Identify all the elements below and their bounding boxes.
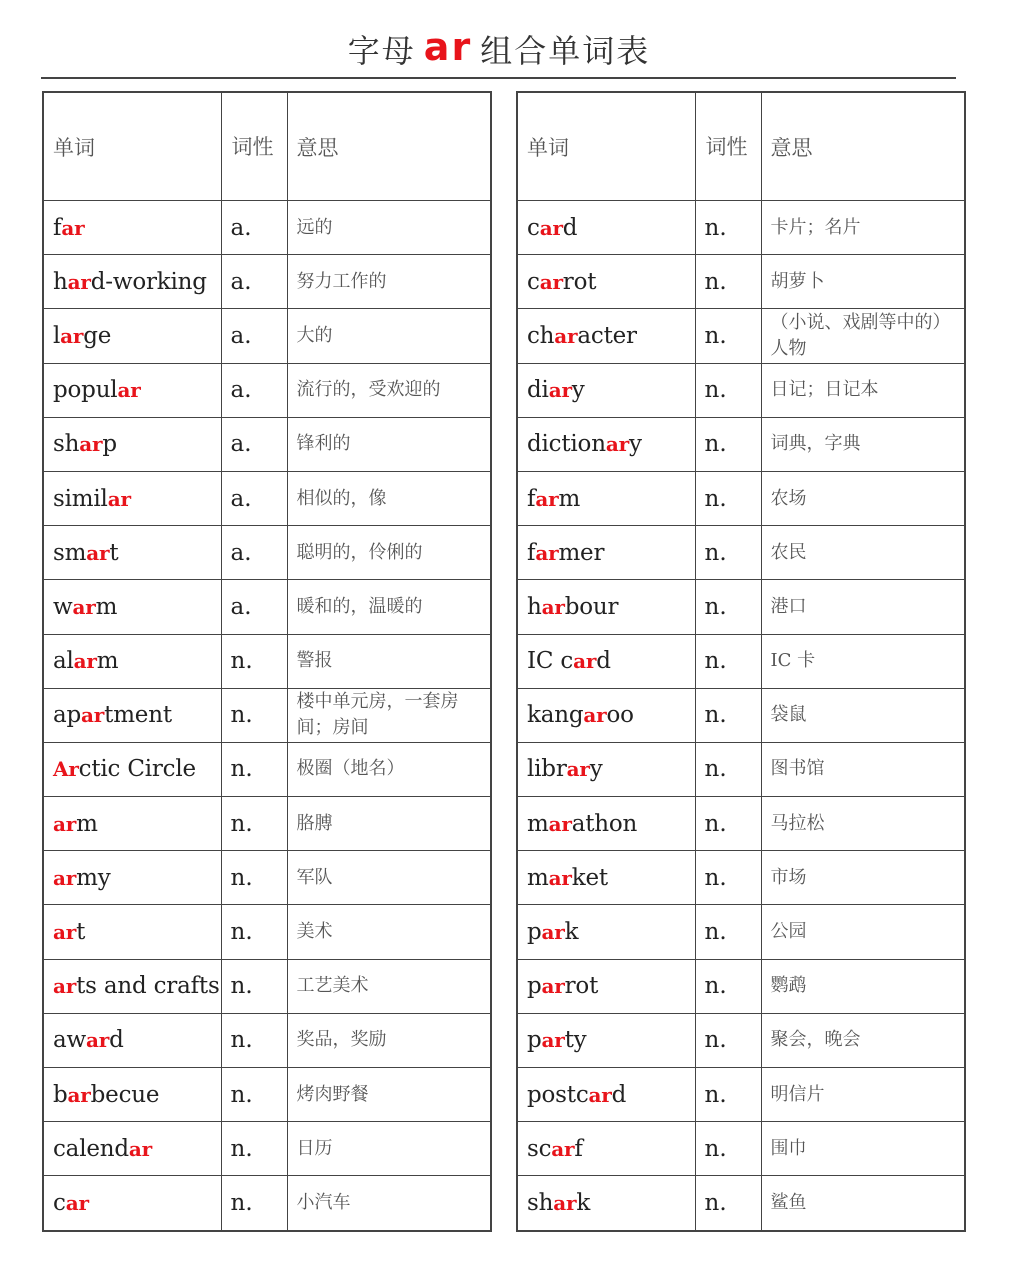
word-suffix: d — [109, 1027, 124, 1054]
word-cell — [43, 797, 221, 851]
meaning-cell: 锋利的 — [287, 417, 491, 471]
ar-highlight: ar — [53, 811, 77, 836]
word-prefix: f — [53, 214, 62, 241]
table-row — [517, 1068, 965, 1122]
pos-cell: n. — [695, 363, 761, 417]
title-suffix: 组合单词表 — [480, 32, 651, 70]
meaning-cell: 市场 — [761, 851, 965, 905]
ar-highlight: ar — [65, 1190, 89, 1215]
meaning-cell: 烤肉野餐 — [287, 1068, 491, 1122]
word-cell — [43, 417, 221, 471]
pos-cell: n. — [695, 309, 761, 363]
meaning-cell: 大的 — [287, 309, 491, 363]
meaning-cell: 日历 — [287, 1122, 491, 1176]
meaning-cell: 警报 — [287, 634, 491, 688]
vocab-table-right — [516, 91, 966, 1232]
meaning-cell: 相似的，像 — [287, 471, 491, 525]
ar-highlight: ar — [554, 323, 578, 348]
pos-cell: n. — [695, 688, 761, 742]
word-cell — [517, 797, 695, 851]
word-cell — [517, 309, 695, 363]
pos-cell: n. — [221, 1122, 287, 1176]
word-cell — [517, 634, 695, 688]
table-row — [43, 959, 491, 1013]
word-cell — [517, 580, 695, 634]
pos-cell: a. — [221, 417, 287, 471]
word-prefix: sh — [527, 1189, 554, 1216]
pos-cell: n. — [221, 797, 287, 851]
word-suffix: d — [611, 1081, 627, 1108]
word-prefix: f — [527, 539, 536, 566]
table-row — [517, 363, 965, 417]
word-suffix: ts and crafts — [76, 973, 220, 1000]
table-row — [43, 688, 491, 742]
word-suffix: tment — [104, 702, 172, 729]
word-prefix: p — [527, 973, 542, 1000]
word-cell — [43, 1122, 221, 1176]
ar-highlight: ar — [73, 649, 97, 674]
pos-cell: n. — [695, 1176, 761, 1231]
meaning-cell: 暖和的，温暖的 — [287, 580, 491, 634]
ar-highlight: ar — [67, 269, 91, 294]
meaning-cell: 美术 — [287, 905, 491, 959]
table-row — [43, 634, 491, 688]
meaning-cell: IC 卡 — [761, 634, 965, 688]
pos-cell: n. — [695, 1013, 761, 1067]
header-word: 单词 — [517, 92, 695, 201]
ar-highlight: Ar — [53, 757, 79, 782]
meaning-cell: （小说、戏剧等中的）人物 — [761, 309, 965, 363]
table-row — [517, 1176, 965, 1231]
word-cell — [43, 526, 221, 580]
meaning-cell: 楼中单元房，一套房间；房间 — [287, 688, 491, 742]
table-row — [517, 201, 965, 255]
pos-cell: a. — [221, 363, 287, 417]
header-meaning: 意思 — [761, 92, 965, 201]
word-suffix: y — [628, 431, 642, 458]
word-prefix: kang — [527, 702, 584, 729]
meaning-cell: 明信片 — [761, 1068, 965, 1122]
word-prefix: al — [53, 648, 74, 675]
word-cell — [43, 580, 221, 634]
table-row — [517, 634, 965, 688]
ar-highlight: ar — [128, 1136, 153, 1161]
word-prefix: ap — [53, 702, 82, 729]
table-row — [517, 742, 965, 796]
word-cell — [517, 742, 695, 796]
ar-highlight: ar — [541, 594, 565, 619]
pos-cell: a. — [221, 580, 287, 634]
meaning-cell: 公园 — [761, 905, 965, 959]
meaning-cell: 农民 — [761, 526, 965, 580]
word-prefix: f — [527, 485, 536, 512]
pos-cell: n. — [221, 634, 287, 688]
word-suffix: rot — [564, 973, 599, 1000]
meaning-cell: 聚会，晚会 — [761, 1013, 965, 1067]
table-header-row — [517, 92, 965, 201]
word-prefix: sm — [53, 539, 87, 566]
word-prefix: h — [53, 268, 68, 295]
table-row — [517, 905, 965, 959]
meaning-cell: 流行的，受欢迎的 — [287, 363, 491, 417]
ar-highlight: ar — [535, 540, 559, 565]
word-suffix: k — [576, 1189, 591, 1216]
word-prefix: l — [53, 322, 61, 349]
table-row — [517, 417, 965, 471]
meaning-cell: 军队 — [287, 851, 491, 905]
meaning-cell: 小汽车 — [287, 1176, 491, 1231]
meaning-cell: 鲨鱼 — [761, 1176, 965, 1231]
meaning-cell: 日记；日记本 — [761, 363, 965, 417]
word-cell — [517, 201, 695, 255]
table-row — [43, 742, 491, 796]
word-prefix: libr — [527, 756, 567, 783]
ar-highlight: ar — [53, 920, 77, 945]
table-row — [517, 255, 965, 309]
pos-cell: n. — [221, 1068, 287, 1122]
pos-cell: n. — [221, 1176, 287, 1231]
meaning-cell: 图书馆 — [761, 742, 965, 796]
ar-highlight: ar — [566, 757, 590, 782]
word-prefix: diction — [527, 431, 606, 458]
word-cell — [517, 363, 695, 417]
meaning-cell: 袋鼠 — [761, 688, 965, 742]
word-prefix: di — [527, 377, 549, 404]
ar-highlight: ar — [548, 865, 572, 890]
word-prefix: b — [53, 1081, 68, 1108]
ar-highlight: ar — [86, 540, 110, 565]
word-cell — [517, 959, 695, 1013]
title-highlight: ar — [423, 25, 473, 69]
word-prefix: postc — [527, 1081, 589, 1108]
table-row — [43, 1013, 491, 1067]
meaning-cell: 词典，字典 — [761, 417, 965, 471]
pos-cell: a. — [221, 526, 287, 580]
word-cell — [43, 255, 221, 309]
ar-highlight: ar — [86, 1028, 110, 1053]
ar-highlight: ar — [539, 269, 563, 294]
table-row — [517, 580, 965, 634]
title-divider — [41, 77, 956, 79]
word-cell — [517, 471, 695, 525]
ar-highlight: ar — [72, 594, 96, 619]
word-cell — [43, 634, 221, 688]
word-suffix: m — [95, 593, 118, 620]
pos-cell: n. — [695, 634, 761, 688]
ar-highlight: ar — [541, 1028, 565, 1053]
word-cell — [43, 1068, 221, 1122]
pos-cell: n. — [695, 1068, 761, 1122]
title-prefix: 字母 — [347, 32, 416, 70]
word-cell — [517, 1122, 695, 1176]
word-prefix: c — [527, 268, 540, 295]
word-suffix: mer — [558, 539, 605, 566]
ar-highlight: ar — [107, 486, 131, 511]
word-suffix: k — [564, 919, 579, 946]
pos-cell: n. — [695, 417, 761, 471]
header-pos: 词性 — [221, 92, 287, 201]
word-prefix: IC c — [527, 648, 574, 675]
vocab-table-left — [42, 91, 492, 1232]
pos-cell: n. — [221, 688, 287, 742]
word-cell — [43, 363, 221, 417]
word-suffix: d-working — [90, 268, 207, 295]
ar-highlight: ar — [53, 974, 77, 999]
meaning-cell: 胳膊 — [287, 797, 491, 851]
word-suffix: ty — [564, 1027, 587, 1054]
ar-highlight: ar — [548, 378, 572, 403]
pos-cell: n. — [221, 959, 287, 1013]
word-prefix: sh — [53, 431, 80, 458]
pos-cell: n. — [695, 905, 761, 959]
table-row — [517, 851, 965, 905]
pos-cell: n. — [695, 797, 761, 851]
meaning-cell: 马拉松 — [761, 797, 965, 851]
pos-cell: n. — [695, 959, 761, 1013]
word-cell — [43, 959, 221, 1013]
word-prefix: c — [53, 1189, 66, 1216]
meaning-cell: 胡萝卜 — [761, 255, 965, 309]
table-row — [517, 526, 965, 580]
pos-cell: n. — [695, 1122, 761, 1176]
word-cell — [517, 417, 695, 471]
word-suffix: acter — [577, 322, 637, 349]
ar-highlight: ar — [541, 920, 565, 945]
ar-highlight: ar — [605, 432, 629, 457]
pos-cell: n. — [221, 905, 287, 959]
meaning-cell: 努力工作的 — [287, 255, 491, 309]
word-suffix: ket — [571, 864, 608, 891]
ar-highlight: ar — [535, 486, 559, 511]
table-row — [517, 1122, 965, 1176]
ar-highlight: ar — [588, 1082, 612, 1107]
table-row — [43, 201, 491, 255]
word-cell — [43, 309, 221, 363]
word-suffix: t — [76, 919, 86, 946]
ar-highlight: ar — [81, 703, 105, 728]
word-cell — [43, 851, 221, 905]
table-row — [43, 363, 491, 417]
word-suffix: p — [102, 431, 117, 458]
ar-highlight: ar — [67, 1082, 91, 1107]
word-prefix: popul — [53, 377, 118, 404]
meaning-cell: 卡片；名片 — [761, 201, 965, 255]
ar-highlight: ar — [553, 1190, 577, 1215]
word-prefix: p — [527, 919, 542, 946]
ar-highlight: ar — [539, 215, 563, 240]
word-cell — [517, 526, 695, 580]
ar-highlight: ar — [548, 811, 572, 836]
word-suffix: m — [76, 810, 98, 837]
table-row — [43, 1176, 491, 1231]
word-cell — [517, 851, 695, 905]
table-row — [43, 1068, 491, 1122]
pos-cell: n. — [221, 851, 287, 905]
table-row — [43, 580, 491, 634]
table-row — [517, 797, 965, 851]
header-word: 单词 — [43, 92, 221, 201]
pos-cell: n. — [695, 201, 761, 255]
table-body-left — [43, 201, 491, 1231]
meaning-cell: 极圈（地名） — [287, 742, 491, 796]
word-prefix: w — [53, 593, 73, 620]
word-suffix: bour — [564, 593, 619, 620]
table-row — [517, 309, 965, 363]
word-prefix: ch — [527, 322, 555, 349]
pos-cell: n. — [221, 742, 287, 796]
table-body-right — [517, 201, 965, 1231]
ar-highlight: ar — [61, 215, 85, 240]
table-row — [43, 851, 491, 905]
ar-highlight: ar — [541, 974, 565, 999]
word-cell — [517, 905, 695, 959]
word-suffix: y — [589, 756, 603, 783]
word-suffix: d — [562, 214, 578, 241]
pos-cell: a. — [221, 201, 287, 255]
meaning-cell: 奖品，奖励 — [287, 1013, 491, 1067]
pos-cell: a. — [221, 309, 287, 363]
ar-highlight: ar — [60, 323, 84, 348]
word-prefix: m — [527, 864, 549, 891]
pos-cell: a. — [221, 471, 287, 525]
word-suffix: m — [558, 485, 581, 512]
word-suffix: athon — [571, 810, 638, 837]
word-cell — [517, 1013, 695, 1067]
word-cell — [517, 1068, 695, 1122]
pos-cell: n. — [221, 1013, 287, 1067]
table-row — [43, 471, 491, 525]
word-prefix: aw — [53, 1027, 86, 1054]
word-suffix: f — [574, 1135, 583, 1162]
word-prefix: sc — [527, 1135, 552, 1162]
table-row — [517, 471, 965, 525]
ar-highlight: ar — [551, 1136, 575, 1161]
pos-cell: a. — [221, 255, 287, 309]
pos-cell: n. — [695, 526, 761, 580]
word-suffix: d — [596, 648, 611, 675]
table-row — [43, 417, 491, 471]
ar-highlight: ar — [117, 378, 141, 403]
table-row — [43, 905, 491, 959]
meaning-cell: 港口 — [761, 580, 965, 634]
meaning-cell: 农场 — [761, 471, 965, 525]
word-suffix: ge — [83, 322, 112, 349]
header-meaning: 意思 — [287, 92, 491, 201]
meaning-cell: 工艺美术 — [287, 959, 491, 1013]
word-cell — [43, 742, 221, 796]
table-header-row — [43, 92, 491, 201]
table-row — [43, 1122, 491, 1176]
word-suffix: ctic Circle — [78, 756, 196, 783]
ar-highlight: ar — [583, 703, 607, 728]
pos-cell: n. — [695, 580, 761, 634]
ar-highlight: ar — [79, 432, 103, 457]
word-cell — [517, 688, 695, 742]
table-row — [43, 526, 491, 580]
table-row — [43, 797, 491, 851]
word-suffix: y — [571, 377, 585, 404]
ar-highlight: ar — [53, 865, 77, 890]
pos-cell: n. — [695, 742, 761, 796]
meaning-cell: 聪明的，伶俐的 — [287, 526, 491, 580]
word-suffix: my — [76, 864, 111, 891]
word-suffix: rot — [562, 268, 597, 295]
pos-cell: n. — [695, 851, 761, 905]
pos-cell: n. — [695, 255, 761, 309]
word-suffix: becue — [90, 1081, 160, 1108]
table-row — [517, 688, 965, 742]
word-prefix: c — [527, 214, 540, 241]
word-suffix: m — [96, 648, 119, 675]
table-row — [43, 255, 491, 309]
word-prefix: p — [527, 1027, 542, 1054]
ar-highlight: ar — [573, 649, 597, 674]
word-prefix: m — [527, 810, 549, 837]
word-cell — [517, 255, 695, 309]
meaning-cell: 远的 — [287, 201, 491, 255]
word-cell — [43, 201, 221, 255]
meaning-cell: 鹦鹉 — [761, 959, 965, 1013]
table-row — [517, 959, 965, 1013]
word-prefix: simil — [53, 485, 108, 512]
word-cell — [43, 905, 221, 959]
word-cell — [43, 1013, 221, 1067]
word-prefix: calend — [53, 1135, 129, 1162]
word-cell — [43, 471, 221, 525]
meaning-cell: 围巾 — [761, 1122, 965, 1176]
word-cell — [43, 1176, 221, 1231]
word-cell — [517, 1176, 695, 1231]
table-row — [517, 1013, 965, 1067]
word-suffix: oo — [606, 702, 634, 729]
pos-cell: n. — [695, 471, 761, 525]
word-suffix: t — [109, 539, 119, 566]
page-title — [0, 22, 998, 76]
word-prefix: h — [527, 593, 542, 620]
word-cell — [43, 688, 221, 742]
table-row — [43, 309, 491, 363]
header-pos: 词性 — [695, 92, 761, 201]
